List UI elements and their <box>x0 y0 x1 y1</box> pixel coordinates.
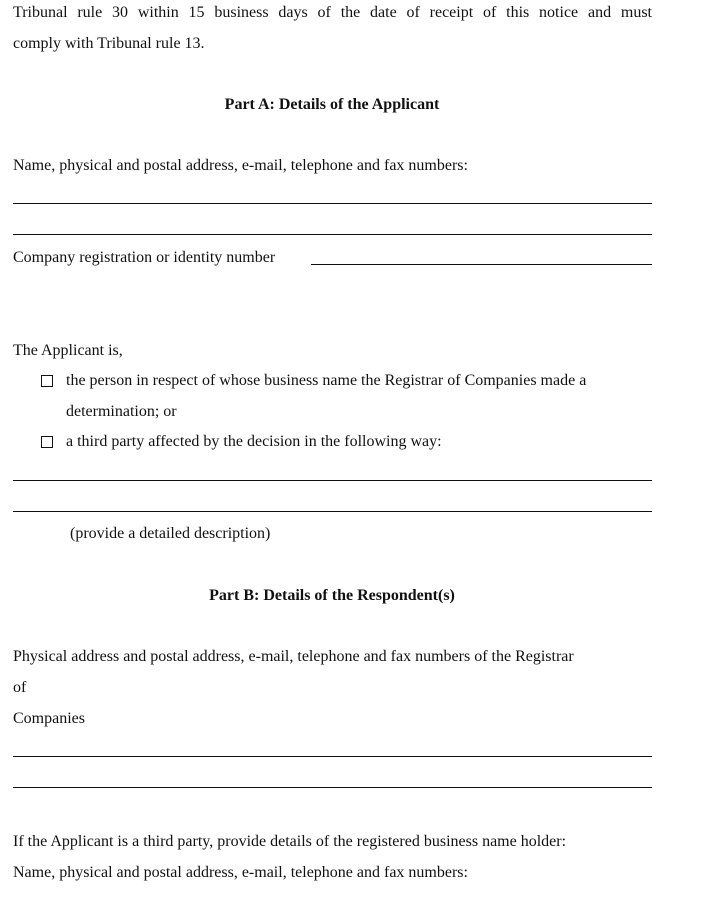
part-a-heading: Part A: Details of the Applicant <box>224 96 440 113</box>
registrar-label-line-2: of <box>13 679 27 696</box>
registrar-field-line-1[interactable] <box>13 756 652 757</box>
option-person-label-line-1: the person in respect of whose business name the Registrar of Companies made a <box>66 372 587 389</box>
applicant-contact-field-line-2[interactable] <box>13 234 652 235</box>
intro-line-1: Tribunal rule 30 within 15 business days of the date of receipt of this notice and must <box>13 4 652 21</box>
registration-number-field[interactable] <box>311 264 652 265</box>
registrar-label-line-3: Companies <box>13 710 85 727</box>
registration-number-label: Company registration or identity number <box>13 249 276 266</box>
registrar-field-line-2[interactable] <box>13 787 652 788</box>
third-party-description-field-line-2[interactable] <box>13 511 652 512</box>
option-person-checkbox[interactable] <box>41 375 53 387</box>
applicant-is-label: The Applicant is, <box>13 342 123 359</box>
applicant-contact-label: Name, physical and postal address, e-mail, telephone and fax numbers: <box>13 157 468 174</box>
option-person-label-line-2: determination; or <box>66 403 177 420</box>
third-party-description-field-line-1[interactable] <box>13 480 652 481</box>
option-third-party-label: a third party affected by the decision in the following way: <box>66 433 442 450</box>
description-note: (provide a detailed description) <box>70 525 271 542</box>
option-third-party-checkbox[interactable] <box>41 436 53 448</box>
third-party-holder-label-line-1: If the Applicant is a third party, provide details of the registered business name holder: <box>13 833 567 850</box>
part-b-heading: Part B: Details of the Respondent(s) <box>209 587 455 604</box>
third-party-holder-label-line-2: Name, physical and postal address, e-mail, telephone and fax numbers: <box>13 864 468 881</box>
intro-line-2: comply with Tribunal rule 13. <box>13 35 205 52</box>
registrar-label-line-1: Physical address and postal address, e-mail, telephone and fax numbers of the Registrar <box>13 648 574 665</box>
applicant-contact-field-line-1[interactable] <box>13 203 652 204</box>
